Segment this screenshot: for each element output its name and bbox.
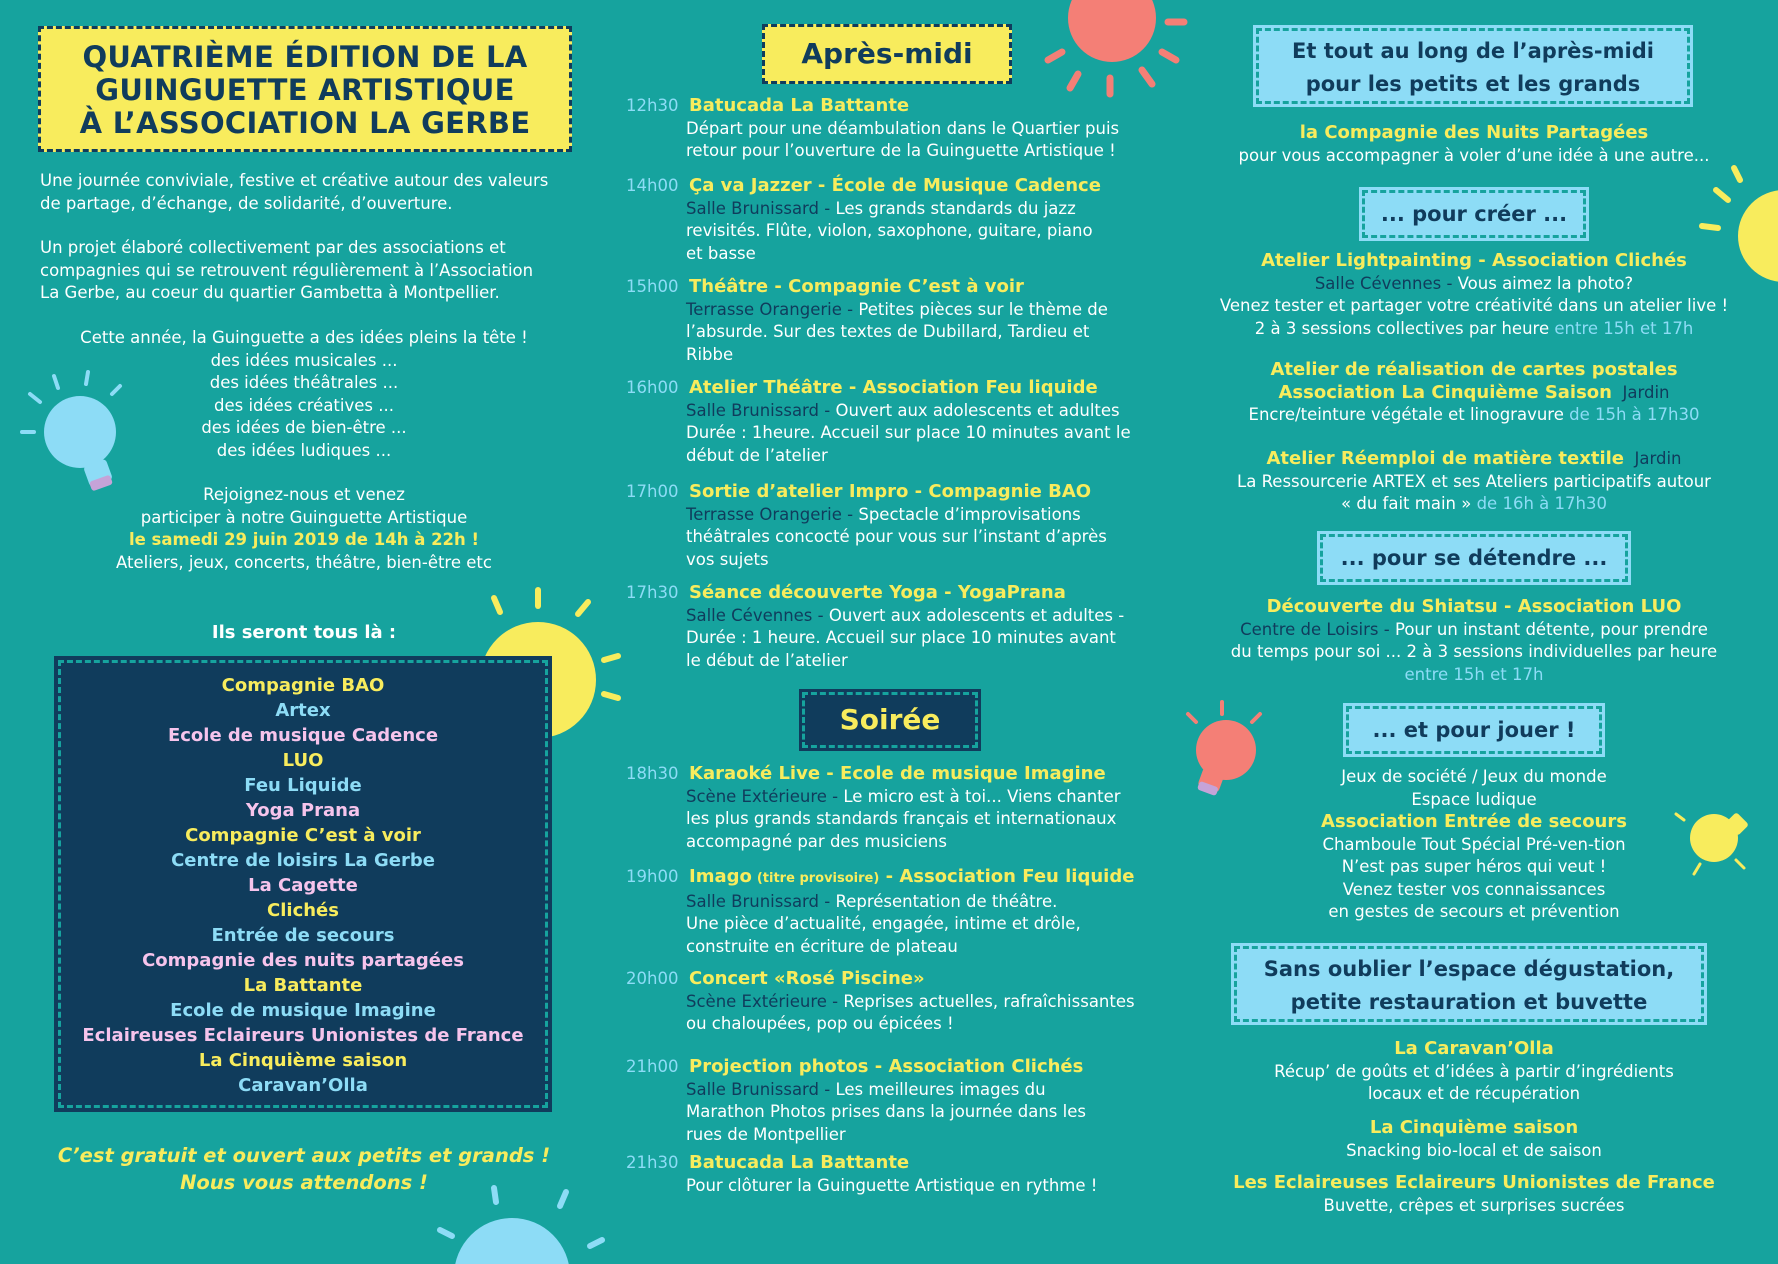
textile-block [1200, 448, 1748, 516]
shiatsu-block [1200, 596, 1748, 686]
event-time: 18h30 [626, 764, 679, 783]
program-event [626, 481, 1156, 571]
activities-line: Ateliers, jeux, concerts, théâtre, bien-être etc [116, 552, 492, 572]
event-venue: Salle Brunissard - [686, 400, 836, 420]
block-text: Encre/teinture végétale et linogravure [1248, 405, 1570, 424]
time-range: entre 15h et 17h [1554, 318, 1694, 338]
event-title: - Association Feu liquide [879, 866, 1135, 887]
block-text: pour vous accompagner à voler d’une idée à une autre... [1238, 145, 1710, 165]
program-event [626, 175, 1156, 265]
ideas-line: des idées créatives ... [214, 395, 394, 415]
event-time: 19h00 [626, 867, 679, 886]
event-title: Batucada La Battante [689, 95, 910, 116]
heading-line: Sans oublier l’espace dégustation, [1263, 957, 1675, 981]
event-description: Départ pour une déambulation dans le Quartier puis [686, 118, 1120, 138]
event-description: rues de Montpellier [686, 1124, 846, 1144]
participant-name: Eclaireuses Eclaireurs Unionistes de France [82, 1025, 524, 1046]
block-text: N’est pas super héros qui veut ! [1341, 857, 1607, 876]
nuits-partagees-block [1200, 122, 1748, 167]
closing-line: Nous vous attendons ! [180, 1171, 428, 1194]
heading-line: pour les petits et les grands [1305, 72, 1641, 96]
ideas-line: des idées musicales ... [210, 350, 398, 370]
block-text: « du fait main » [1341, 494, 1477, 513]
event-description: accompagné par des musiciens [686, 831, 947, 851]
block-text: Buvette, crêpes et surprises sucrées [1323, 1195, 1625, 1215]
time-range: de 15h à 17h30 [1569, 405, 1700, 424]
intro-paragraph [40, 237, 580, 305]
participant-name: Artex [275, 700, 331, 721]
title-line: QUATRIÈME ÉDITION DE LA [82, 40, 528, 74]
heading-line: Et tout au long de l’après-midi [1292, 39, 1654, 63]
event-venue: Scène Extérieure - [686, 786, 844, 806]
event-description: les plus grands standards français et internationaux [686, 809, 1117, 828]
event-venue: Salle Brunissard - [686, 891, 836, 911]
block-text: locaux et de récupération [1367, 1084, 1581, 1103]
event-description: Durée : 1heure. Accueil sur place 10 minutes avant le [686, 423, 1131, 442]
play-heading: ... et pour jouer ! [1346, 706, 1602, 754]
invite-line: participer à notre Guinguette Artistique [140, 507, 468, 527]
event-venue: Salle Brunissard - [686, 1079, 836, 1099]
event-description: théâtrales concocté pour vous sur l’instant d’après [686, 527, 1107, 546]
block-text: du temps pour soi ... 2 à 3 sessions individuelles par heure [1230, 642, 1718, 661]
event-description: Ribbe [686, 344, 734, 364]
event-time: 16h00 [626, 378, 679, 397]
event-title: Projection photos - Association Clichés [689, 1056, 1084, 1077]
blue-sun-icon [440, 1188, 602, 1264]
event-title: Sortie d’atelier Impro - Compagnie BAO [689, 481, 1092, 502]
ideas-line: des idées de bien-être ... [201, 418, 407, 437]
participant-name: La Cinquième saison [198, 1050, 408, 1071]
closing-message [20, 1142, 588, 1196]
event-title: Théâtre - Compagnie C’est à voir [689, 276, 1024, 297]
postcards-block [1200, 359, 1748, 427]
block-text: Vous aimez la photo? [1457, 273, 1634, 293]
event-description: début de l’atelier [686, 445, 828, 465]
event-description: revisités. Flûte, violon, saxophone, guitare, piano [686, 221, 1093, 240]
event-venue: Terrasse Orangerie - [686, 504, 859, 524]
event-venue: Salle Brunissard - [686, 198, 836, 218]
block-title: Atelier Réemploi de matière textile [1266, 448, 1624, 469]
program-event [626, 95, 1156, 163]
event-description: ou chaloupées, pop ou épicées ! [686, 1014, 954, 1033]
event-description: vos sujets [686, 549, 769, 569]
block-text: 2 à 3 sessions collectives par heure [1254, 318, 1555, 338]
block-title: Atelier Lightpainting - Association Clichés [1261, 250, 1687, 271]
participant-name: Clichés [267, 900, 339, 921]
event-description: l’absurde. Sur des textes de Dubillard, Tardieu et [686, 322, 1090, 341]
event-time: 20h00 [626, 969, 679, 988]
block-text: Chamboule Tout Spécial Pré-ven-tion [1322, 834, 1626, 854]
participant-name: Compagnie des nuits partagées [142, 950, 464, 971]
event-description: Représentation de théâtre. [835, 891, 1058, 911]
title-line: À L’ASSOCIATION LA GERBE [79, 106, 531, 140]
event-description: Les grands standards du jazz [835, 198, 1076, 218]
event-title: Ça va Jazzer - École de Musique Cadence [689, 175, 1101, 196]
saison-block [1200, 1117, 1748, 1162]
program-event [626, 1056, 1156, 1146]
block-text: Récup’ de goûts et d’idées à partir d’ingrédients [1274, 1061, 1674, 1081]
intro-line: La Gerbe, au coeur du quartier Gambetta à Montpellier. [40, 283, 500, 302]
event-venue: Terrasse Orangerie - [686, 299, 859, 319]
block-text: Pour un instant détente, pour prendre [1394, 619, 1708, 639]
program-event [626, 582, 1156, 672]
participant-name: La Battante [243, 975, 363, 996]
program-event [626, 866, 1156, 958]
participants-heading: Ils seront tous là : [211, 622, 397, 643]
venue: Jardin [1634, 449, 1682, 468]
participant-name: Compagnie C’est à voir [185, 825, 421, 846]
coral-sun-icon [1048, 0, 1184, 94]
time-range: de 16h à 17h30 [1476, 494, 1607, 513]
ideas-line: Cette année, la Guinguette a des idées pleins la tête ! [80, 328, 528, 347]
heading-line: petite restauration et buvette [1290, 990, 1648, 1014]
title-line: GUINGUETTE ARTISTIQUE [95, 73, 515, 107]
event-time: 12h30 [626, 96, 679, 115]
block-title: La Cinquième saison [1369, 1117, 1579, 1138]
block-text: Jeux de société / Jeux du monde [1341, 767, 1607, 786]
participant-name: Ecole de musique Imagine [170, 1000, 436, 1021]
ideas-line: des idées théâtrales ... [209, 373, 399, 392]
block-title: la Compagnie des Nuits Partagées [1299, 122, 1649, 143]
event-description: Reprises actuelles, rafraîchissantes [843, 991, 1135, 1011]
event-venue: Salle Cévennes - [686, 605, 829, 625]
event-description: construite en écriture de plateau [686, 936, 958, 956]
program-event [626, 968, 1156, 1036]
event-description: Marathon Photos prises dans la journée dans les [686, 1102, 1086, 1121]
event-time: 17h00 [626, 482, 679, 501]
event-time: 21h00 [626, 1057, 679, 1076]
main-title [38, 26, 572, 152]
intro-paragraph [40, 170, 580, 215]
participant-name: Entrée de secours [211, 925, 395, 946]
block-text: La Ressourcerie ARTEX et ses Ateliers participatifs autour [1237, 471, 1711, 491]
food-heading [1234, 946, 1704, 1022]
block-title: Les Eclaireuses Eclaireurs Unionistes de France [1233, 1172, 1715, 1193]
event-description: Pour clôturer la Guinguette Artistique en rythme ! [686, 1175, 1098, 1195]
participant-name: Centre de loisirs La Gerbe [171, 850, 435, 871]
program-event [626, 763, 1156, 853]
program-event [626, 1152, 1156, 1197]
event-title: Atelier Théâtre - Association Feu liquide [689, 377, 1098, 398]
event-title: Séance découverte Yoga - YogaPrana [689, 582, 1066, 603]
program-event [626, 377, 1156, 467]
event-description: le début de l’atelier [686, 650, 848, 670]
participants-list [61, 673, 545, 1098]
time-range: entre 15h et 17h [1404, 664, 1544, 684]
lightpainting-block [1200, 250, 1748, 340]
create-heading: ... pour créer ... [1362, 190, 1586, 238]
event-description: Une pièce d’actualité, engagée, intime et drôle, [686, 914, 1081, 933]
caravan-block [1200, 1038, 1748, 1106]
event-title: Imago [689, 866, 752, 887]
event-description: et basse [686, 243, 756, 263]
venue: Salle Cévennes - [1314, 273, 1458, 293]
ideas-paragraph [20, 327, 588, 462]
participant-name: Ecole de musique Cadence [167, 725, 439, 746]
event-title: Concert «Rosé Piscine» [689, 968, 925, 989]
participant-name: Feu Liquide [244, 775, 362, 796]
intro-line: Une journée conviviale, festive et créative autour des valeurs [40, 171, 549, 190]
invitation-paragraph [20, 484, 588, 574]
eedf-block [1200, 1172, 1748, 1217]
event-description: Spectacle d’improvisations [858, 504, 1081, 524]
block-title: Découverte du Shiatsu - Association LUO [1266, 596, 1682, 617]
block-title: Atelier de réalisation de cartes postales [1270, 359, 1678, 380]
event-description: Le micro est à toi... Viens chanter [843, 786, 1121, 806]
intro-line: compagnies qui se retrouvent régulièrement à l’Association [40, 260, 534, 280]
block-text: Snacking bio-local et de saison [1346, 1140, 1602, 1160]
event-time: 17h30 [626, 583, 679, 602]
invite-line: Rejoignez-nous et venez [203, 485, 405, 504]
event-title: Batucada La Battante [689, 1152, 910, 1173]
relax-heading: ... pour se détendre ... [1320, 534, 1628, 582]
closing-line: C’est gratuit et ouvert aux petits et grands ! [57, 1144, 551, 1167]
participant-name: LUO [282, 750, 324, 771]
event-description: Petites pièces sur le thème de [858, 299, 1108, 319]
participants-box [58, 660, 548, 1108]
event-title-note: (titre provisoire) [756, 871, 880, 886]
event-description: Ouvert aux adolescents et adultes [835, 400, 1120, 420]
event-description: Durée : 1 heure. Accueil sur place 10 minutes avant [686, 628, 1116, 647]
event-time: 14h00 [626, 176, 679, 195]
event-date: le samedi 29 juin 2019 de 14h à 22h ! [128, 530, 480, 549]
block-text: Espace ludique [1411, 789, 1537, 809]
block-title: Association Entrée de secours [1321, 811, 1627, 832]
all-afternoon-heading [1256, 28, 1690, 104]
participant-name: Compagnie BAO [221, 675, 385, 696]
intro-line: de partage, d’échange, de solidarité, d’ouverture. [40, 193, 453, 213]
block-text: Venez tester vos connaissances [1342, 879, 1606, 899]
play-block [1200, 766, 1748, 924]
evening-heading: Soirée [802, 692, 978, 748]
block-title: La Caravan’Olla [1394, 1038, 1554, 1059]
event-description: Ouvert aux adolescents et adultes - [828, 605, 1125, 625]
program-event [626, 276, 1156, 366]
venue: Jardin [1622, 382, 1670, 402]
event-time: 21h30 [626, 1153, 679, 1172]
ideas-line: des idées ludiques ... [216, 440, 392, 460]
afternoon-heading: Après-midi [762, 24, 1012, 84]
event-venue: Scène Extérieure - [686, 991, 844, 1011]
event-title: Karaoké Live - Ecole de musique Imagine [689, 763, 1106, 784]
event-description: retour pour l’ouverture de la Guinguette Artistique ! [686, 141, 1116, 160]
block-text: en gestes de secours et prévention [1328, 902, 1620, 921]
intro-line: Un projet élaboré collectivement par des associations et [40, 238, 506, 257]
participant-name: La Cagette [248, 875, 358, 896]
block-title: Association La Cinquième Saison [1278, 381, 1612, 403]
participant-name: Yoga Prana [245, 800, 361, 821]
venue: Centre de Loisirs - [1240, 619, 1395, 639]
block-text: Venez tester et partager votre créativité dans un atelier live ! [1219, 296, 1729, 315]
event-time: 15h00 [626, 277, 679, 296]
event-description: Les meilleures images du [835, 1079, 1046, 1099]
participant-name: Caravan’Olla [238, 1075, 368, 1096]
